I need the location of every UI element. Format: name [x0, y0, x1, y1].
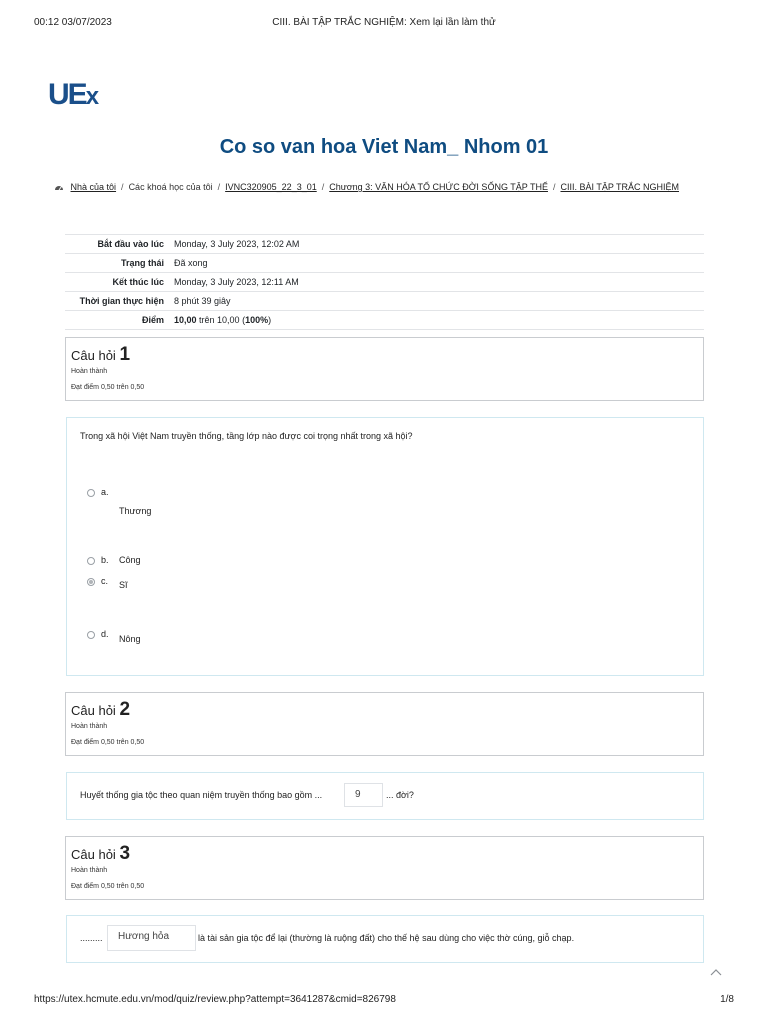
summary-row-grade	[65, 311, 704, 330]
option-text: Thương	[119, 506, 152, 516]
option-letter: c.	[101, 576, 109, 586]
option-text: Công	[119, 555, 141, 565]
option-letter: b.	[101, 555, 109, 565]
dashboard-gauge-icon	[54, 183, 64, 191]
question-3-info	[65, 836, 704, 900]
summary-row-time	[65, 292, 704, 311]
radio-button-selected[interactable]	[87, 578, 95, 586]
attempt-summary-table	[65, 234, 704, 330]
breadcrumb-quiz[interactable]: CIII. BÀI TẬP TRẮC NGHIỆM	[560, 182, 680, 192]
grade-percent: 100%	[245, 315, 269, 325]
question-number-value: 2	[119, 699, 131, 720]
question-2-content	[66, 772, 704, 820]
summary-value	[169, 311, 704, 330]
question-state: Hoàn thành	[71, 867, 108, 874]
breadcrumb-chapter[interactable]: Chương 3: VĂN HÓA TỔ CHỨC ĐỜI SỐNG TẬP THỂ	[329, 182, 548, 192]
question-number	[71, 344, 130, 366]
grade-end: )	[268, 315, 272, 325]
question-label: Câu hỏi	[71, 348, 116, 363]
question-number	[71, 843, 130, 865]
radio-button[interactable]	[87, 489, 95, 497]
question-text-after: là tài sản gia tộc để lại (thường là ruộng đất) cho thế hệ sau dùng cho việc thờ cúng, giỗ chạp.	[198, 933, 575, 943]
summary-row-completed	[65, 273, 704, 292]
summary-label: Thời gian thực hiện	[65, 292, 169, 311]
question-text: Trong xã hội Việt Nam truyền thống, tầng lớp nào được coi trọng nhất trong xã hội?	[80, 431, 413, 441]
page-title: Co so van hoa Viet Nam_ Nhom 01	[219, 136, 549, 158]
radio-button[interactable]	[87, 557, 95, 565]
answer-input[interactable]: 9	[344, 783, 383, 807]
question-grade: Đạt điểm 0,50 trên 0,50	[71, 384, 145, 391]
summary-value: Monday, 3 July 2023, 12:11 AM	[169, 273, 704, 292]
question-text-before: Huyết thống gia tộc theo quan niệm truyền thống bao gồm ...	[80, 790, 323, 800]
grade-middle: trên 10,00 (	[196, 315, 246, 325]
option-letter: d.	[101, 629, 109, 639]
breadcrumb-course[interactable]: IVNC320905_22_3_01	[225, 182, 317, 192]
print-header	[34, 17, 734, 31]
print-datetime: 00:12 03/07/2023	[34, 17, 112, 28]
option-letter: a.	[101, 487, 109, 497]
question-label: Câu hỏi	[71, 703, 116, 718]
question-number-value: 1	[119, 344, 131, 365]
summary-label: Bắt đầu vào lúc	[65, 235, 169, 254]
print-footer	[34, 994, 734, 1008]
option-text: Nông	[119, 634, 141, 644]
question-3-content	[66, 915, 704, 963]
question-1-info	[65, 337, 704, 401]
utex-logo[interactable]	[48, 80, 97, 112]
question-1-content	[66, 417, 704, 676]
summary-label: Trạng thái	[65, 254, 169, 273]
print-page-number: 1/8	[720, 994, 734, 1005]
summary-row-started	[65, 235, 704, 254]
logo-main-text: UE	[48, 78, 86, 111]
answer-input[interactable]: Hương hỏa	[107, 925, 196, 951]
chevron-up-icon[interactable]	[710, 967, 722, 977]
summary-value: Monday, 3 July 2023, 12:02 AM	[169, 235, 704, 254]
question-number-value: 3	[119, 843, 131, 864]
print-url: https://utex.hcmute.edu.vn/mod/quiz/review.php?attempt=3641287&cmid=826798	[34, 994, 396, 1005]
question-state: Hoàn thành	[71, 368, 108, 375]
grade-score: 10,00	[174, 315, 197, 325]
breadcrumb-home[interactable]: Nhà của tôi	[70, 182, 117, 192]
question-grade: Đạt điểm 0,50 trên 0,50	[71, 739, 145, 746]
question-grade: Đạt điểm 0,50 trên 0,50	[71, 883, 145, 890]
summary-row-state	[65, 254, 704, 273]
print-page-title: CIII. BÀI TẬP TRẮC NGHIỆM: Xem lại lần làm thử	[272, 17, 496, 28]
summary-label: Điểm	[65, 311, 169, 330]
logo-x-text: x	[85, 83, 98, 110]
breadcrumb: Nhà của tôi / Các khoá học của tôi / IVNC320905_22_3_01 / Chương 3: VĂN HÓA TỔ CHỨC ĐỜI SỐNG TẬP THỂ / CIII. BÀI TẬP TRẮC NGHIỆM	[54, 182, 718, 192]
question-number	[71, 699, 130, 721]
option-text: Sĩ	[119, 580, 128, 590]
summary-value: Đã xong	[169, 254, 704, 273]
summary-label: Kết thúc lúc	[65, 273, 169, 292]
question-2-info	[65, 692, 704, 756]
question-state: Hoàn thành	[71, 723, 108, 730]
question-label: Câu hỏi	[71, 847, 116, 862]
summary-value: 8 phút 39 giây	[169, 292, 704, 311]
question-text-after: ... đời?	[386, 790, 414, 800]
radio-button[interactable]	[87, 631, 95, 639]
breadcrumb-my-courses: Các khoá học của tôi	[128, 182, 213, 192]
question-text-before: .........	[80, 933, 103, 943]
